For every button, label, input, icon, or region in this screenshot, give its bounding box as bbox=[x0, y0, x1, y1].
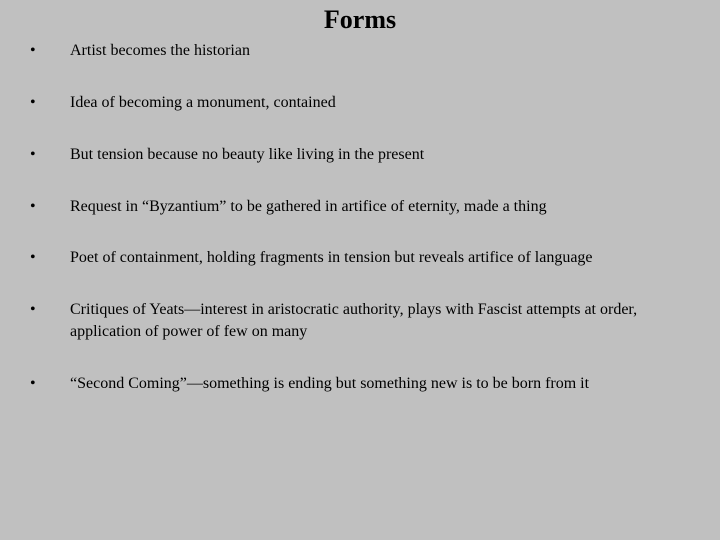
bullet-text: Artist becomes the historian bbox=[70, 42, 250, 59]
bullet-text: But tension because no beauty like living in the present bbox=[70, 146, 425, 163]
bullet-text: Request in “Byzantium” to be gathered in artifice of eternity, made a thing bbox=[70, 198, 547, 215]
bullet-marker: • bbox=[30, 249, 36, 266]
bullet-text: Poet of containment, holding fragments in tension but reveals artifice of language bbox=[70, 249, 593, 266]
slide-title: Forms bbox=[323, 5, 397, 34]
bullet-marker: • bbox=[30, 375, 36, 392]
bullet-text: “Second Coming”—something is ending but something new is to be born from it bbox=[70, 375, 590, 392]
bullet-marker: • bbox=[30, 42, 36, 59]
bullet-marker: • bbox=[30, 94, 36, 111]
bullet-marker: • bbox=[30, 146, 36, 163]
bullet-text: Idea of becoming a monument, contained bbox=[70, 94, 336, 111]
bullet-marker: • bbox=[30, 301, 36, 318]
bullet-text: Critiques of Yeats—interest in aristocratic authority, plays with Fascist attempts at order, application of power of few on many bbox=[70, 301, 638, 340]
bullet-marker: • bbox=[30, 198, 36, 215]
